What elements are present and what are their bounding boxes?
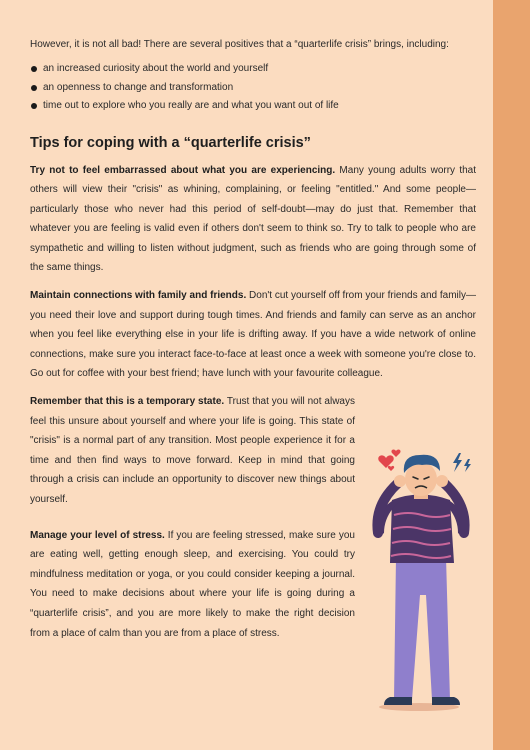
tip-body: If you are feeling stressed, make sure you are eating well, getting enough sleep, and exercising. You could try mindfulness meditation or yoga, or you could consider keeping a journal. You need to make decisions about where your life is going during a “quarterlife crisis”, and you are more likely to make the right decision from a place of calm than you are from a place of stress.	[30, 529, 355, 639]
left-hand	[394, 475, 406, 487]
tip-title: Remember that this is a temporary state.	[30, 396, 225, 408]
list-item-text: an increased curiosity about the world and yourself	[43, 63, 269, 74]
intro-text: However, it is not all bad! There are several positives that a “quarterlife crisis” brings, including:	[30, 39, 449, 50]
tip-body: Don't cut yourself off from your friends and family—you need their love and support during tough times. And friends and family can serve as an anchor when you feel like everything else in your life is drifting away. If you have a wide network of online connections, make sure you interact face-to-face at least once a week with someone you're close to. Go out for coffee with your best friend; have lunch with your favourite colleague.	[30, 290, 476, 380]
lightning-icon	[453, 453, 471, 472]
right-shoe	[432, 697, 460, 705]
tip-paragraph	[30, 161, 476, 279]
bullet-icon	[31, 66, 37, 72]
tip-title: Try not to feel embarrassed about what you are experiencing.	[30, 164, 336, 176]
positives-list	[30, 60, 476, 116]
bullet-icon	[31, 103, 37, 109]
tip-body: Trust that you will not always feel this unsure about yourself and where your life is going. This state of "crisis" is a normal part of any transition. Most people experience it for a time and then find ways to move forward. Keep in mind that going through a crisis can include an opportunity to discover new things about yourself.	[30, 396, 355, 505]
tip-body: Many young adults worry that others will view their "crisis" as whining, complaining, or feeling "entitled." And some people—particularly those who never had this period of self-doubt—may do just that. Remember that whatever you are feeling is valid even if others don't seem to think so. Try to talk to people who are sympathetic and willing to listen without judgment, such as friends who are going through some of the same things.	[30, 164, 476, 274]
list-item-text: time out to explore who you really are and what you want out of life	[43, 100, 339, 111]
pants	[394, 557, 450, 700]
tip-paragraph	[30, 526, 355, 644]
tip-paragraph	[30, 286, 476, 384]
bullet-icon	[31, 85, 37, 91]
stressed-person-illustration	[364, 445, 484, 715]
tip-paragraph	[30, 392, 355, 510]
tip-title: Maintain connections with family and friends.	[30, 290, 247, 302]
tip-title: Manage your level of stress.	[30, 529, 165, 541]
right-hand	[436, 475, 448, 487]
list-item	[30, 97, 476, 116]
sidebar-band	[493, 0, 530, 750]
list-item	[30, 79, 476, 98]
list-item	[30, 60, 476, 79]
hearts-icon	[378, 450, 400, 471]
left-shoe	[384, 697, 412, 705]
list-item-text: an openness to change and transformation	[43, 81, 234, 93]
section-heading: Tips for coping with a “quarterlife crisis”	[30, 134, 311, 151]
